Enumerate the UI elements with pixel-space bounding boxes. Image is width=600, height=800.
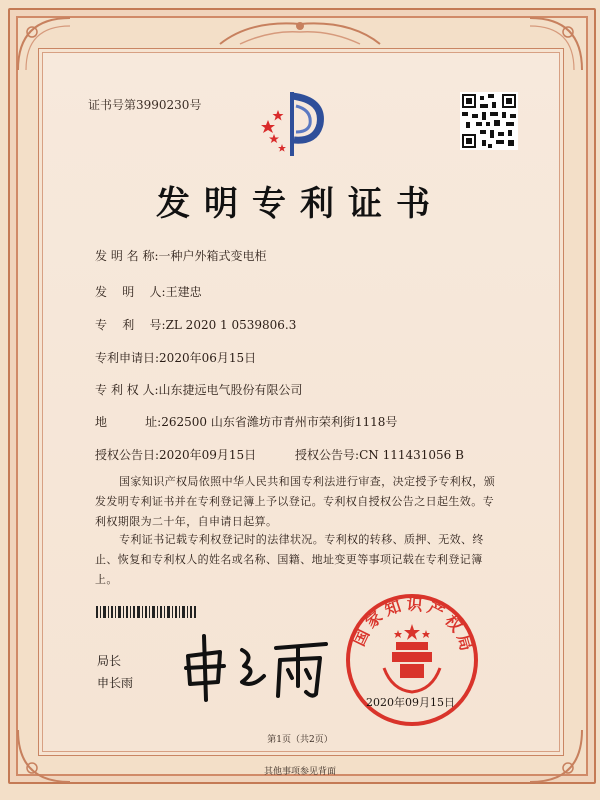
inventor-value: 王建忠: [165, 285, 202, 299]
statement-paragraph-2: 专利证书记载专利权登记时的法律状况。专利权的转移、质押、无效、终止、恢复和专利权人的姓名或名称、国籍、地址变更等事项记载在专利登记簿上。: [95, 533, 484, 586]
filing-date-label: 专利申请日:: [95, 351, 160, 365]
address-value: 262500 山东省潍坊市青州市荣利街1118号: [161, 415, 398, 429]
patentee-label: 专 利 权 人:: [95, 383, 159, 397]
grant-row: [95, 446, 464, 463]
grant-number-label: 授权公告号:: [295, 448, 360, 462]
qr-code-icon: [460, 92, 518, 150]
certificate-number: 证书号第3990230号: [88, 98, 202, 112]
statement-paragraph-1: 国家知识产权局依照中华人民共和国专利法进行审查，决定授予专利权，颁发发明专利证书并在专利登记簿上予以登记。专利权自授权公告之日起生效。专利权期限为二十年，自申请日起算。: [95, 475, 496, 528]
inventor-label: 发 明 人:: [95, 285, 166, 299]
filing-date-value: 2020年06月15日: [159, 351, 257, 365]
grant-date-label: 授权公告日:: [95, 448, 160, 462]
cnipa-logo-icon: [254, 86, 330, 162]
invention-name-value: 一种户外箱式变电柜: [158, 249, 267, 263]
address-label: 地 址:: [95, 415, 162, 429]
patent-number-value: ZL 2020 1 0539806.3: [165, 318, 297, 332]
patent-number-row: [95, 316, 296, 333]
invention-name-row: [95, 247, 267, 264]
seal-date: 2020年09月15日: [366, 696, 455, 709]
svg-text:国家知识产权局: 国家知识产权局: [349, 594, 478, 657]
signature-icon: [180, 626, 330, 706]
footer-note: 其他事项参见背面: [263, 767, 336, 777]
grant-number-value: CN 111431056 B: [359, 448, 464, 462]
top-ornament: [210, 16, 390, 50]
filing-date-row: [95, 349, 256, 366]
inventor-row: [95, 283, 202, 300]
invention-name-label: 发 明 名 称:: [95, 249, 159, 263]
patent-number-label: 专 利 号:: [95, 318, 166, 332]
barcode-icon: [96, 606, 196, 618]
director-name: 申长雨: [97, 676, 134, 690]
patentee-value: 山东捷远电气股份有限公司: [158, 383, 303, 397]
grant-date-value: 2020年09月15日: [159, 448, 257, 462]
address-row: [95, 413, 397, 430]
patentee-row: [95, 381, 303, 398]
certificate-title: 发明专利证书: [156, 184, 444, 224]
director-role: 局长: [97, 654, 122, 668]
page-number: 第1页（共2页）: [267, 735, 333, 745]
